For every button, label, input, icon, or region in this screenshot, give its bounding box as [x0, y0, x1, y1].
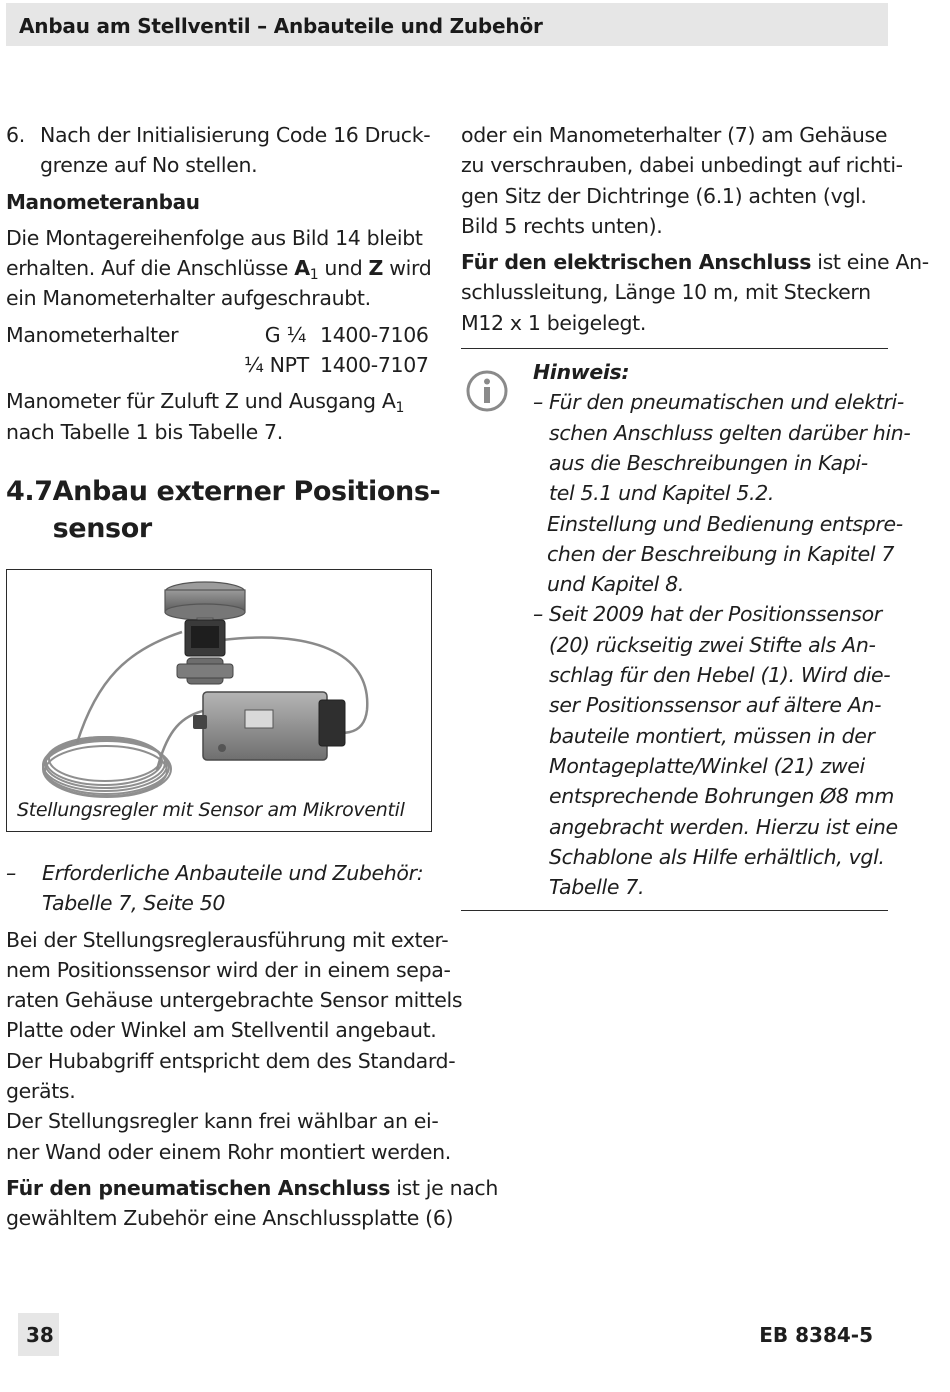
- parts-order-number: 1400-7107: [320, 353, 429, 378]
- step-6: [6, 120, 434, 181]
- text-line: Schablone als Hilfe erhältlich, vgl.: [549, 844, 885, 869]
- text-line: geräts.: [6, 1079, 76, 1104]
- text-line: (20) rückseitig zwei Stifte als An-: [549, 632, 876, 657]
- page-header: [6, 3, 888, 46]
- text-line: Für den elektrischen Anschluss ist eine An-: [461, 250, 929, 275]
- text-line: M12 x 1 beigelegt.: [461, 310, 647, 335]
- text-line: Tabelle 7, Seite 50: [42, 891, 226, 916]
- manometer-heading: Manometeranbau: [6, 189, 200, 214]
- text-line: Bei der Stellungsreglerausführung mit exter-: [6, 927, 449, 952]
- text-line: Manometer für Zuluft Z und Ausgang $A_1$: [6, 389, 405, 417]
- page-number: 38: [26, 1323, 54, 1347]
- step-line: grenze auf No stellen.: [40, 153, 258, 178]
- text-line: Tabelle 7.: [549, 875, 645, 900]
- text-line: Die Montagereihenfolge aus Bild 14 bleibt: [6, 225, 423, 250]
- text-line: tel 5.1 und Kapitel 5.2.: [549, 481, 775, 506]
- text-line: Für den pneumatischen und elektri-: [549, 390, 904, 415]
- section-heading: [6, 473, 441, 547]
- text-line: ser Positionssensor auf ältere An-: [549, 693, 882, 718]
- note-item: [533, 387, 911, 508]
- dash: –: [6, 860, 16, 885]
- parts-order-number: 1400-7106: [320, 322, 429, 347]
- text-line: und Kapitel 8.: [547, 572, 685, 597]
- text-line: erhalten. Auf die Anschlüsse $A_1$ und Z wird: [6, 256, 432, 284]
- required-parts-item: [6, 858, 434, 919]
- parts-name: [6, 350, 244, 380]
- text-line: gen Sitz der Dichtringe (6.1) achten (vgl.: [461, 183, 867, 208]
- paragraph-electric: [461, 247, 929, 338]
- text-line: Für den pneumatischen Anschluss ist je nach: [6, 1175, 498, 1200]
- text-line: Erforderliche Anbauteile und Zubehör:: [42, 860, 424, 885]
- text-line: nach Tabelle 1 bis Tabelle 7.: [6, 419, 283, 444]
- text-line: Der Hubabgriff entspricht dem des Standard-: [6, 1048, 456, 1073]
- right-column: [461, 120, 929, 911]
- text-line: chen der Beschreibung in Kapitel 7: [547, 541, 895, 566]
- parts-table: [6, 320, 434, 381]
- header-title: Anbau am Stellventil – Anbauteile und Zubehör: [19, 14, 543, 38]
- text-line: schlag für den Hebel (1). Wird die-: [549, 663, 891, 688]
- text-line: schlussleitung, Länge 10 m, mit Steckern: [461, 280, 871, 305]
- note-box: [461, 348, 911, 911]
- text-line: raten Gehäuse untergebrachte Sensor mittels: [6, 988, 463, 1013]
- paragraph-sensor-description: [6, 925, 463, 1167]
- step-line: Nach der Initialisierung Code 16 Druck-: [40, 123, 431, 147]
- positioner-photo: [7, 570, 430, 830]
- parts-row: [6, 350, 434, 380]
- parts-thread: G ¼: [264, 322, 306, 347]
- paragraph-pneumatic: [6, 1173, 498, 1234]
- text-line: Der Stellungsregler kann frei wählbar an ei-: [6, 1109, 439, 1134]
- section-number: 4.7: [6, 475, 53, 507]
- text-line: schen Anschluss gelten darüber hin-: [549, 420, 911, 445]
- text-line: entsprechende Bohrungen Ø8 mm: [549, 784, 895, 809]
- text-line: zu verschrauben, dabei unbedingt auf richti-: [461, 153, 903, 178]
- figure-caption: Stellungsregler mit Sensor am Mikroventil: [17, 798, 405, 821]
- text-line: ner Wand oder einem Rohr montiert werden.: [6, 1139, 451, 1164]
- text-line: Bild 5 rechts unten).: [461, 213, 663, 238]
- text-line: nem Positionssensor wird der in einem sepa-: [6, 957, 451, 982]
- text-line: Seit 2009 hat der Positionssensor: [549, 602, 882, 627]
- left-column: [6, 120, 498, 1240]
- text-line: Platte oder Winkel am Stellventil angebaut.: [6, 1018, 437, 1043]
- document-id: EB 8384-5: [759, 1323, 873, 1347]
- dash: –: [533, 602, 543, 627]
- note-sub-paragraph: [533, 509, 903, 600]
- figure-positioner-sensor: [6, 569, 432, 832]
- parts-thread: ¼ NPT: [244, 353, 309, 378]
- manometer-note: [6, 386, 434, 447]
- dash: –: [533, 390, 543, 415]
- step-number: 6.: [6, 123, 25, 147]
- parts-name: Manometerhalter: [6, 322, 179, 347]
- paragraph-continuation: [461, 120, 903, 241]
- parts-row: [6, 320, 434, 350]
- text-line: ein Manometerhalter aufgeschraubt.: [6, 286, 371, 311]
- text-line: oder ein Manometerhalter (7) am Gehäuse: [461, 123, 888, 147]
- manometer-intro: [6, 223, 434, 314]
- page-number-box: [18, 1313, 59, 1356]
- note-item: [533, 599, 898, 902]
- text-line: Montageplatte/Winkel (21) zwei: [549, 753, 865, 778]
- note-body: [533, 357, 911, 902]
- text-line: bauteile montiert, müssen in der: [549, 723, 875, 748]
- text-line: angebracht werden. Hierzu ist eine: [549, 814, 898, 839]
- section-title: Anbau externer Positions- sensor: [52, 475, 441, 544]
- note-title: Hinweis:: [533, 360, 630, 385]
- text-line: aus die Beschreibungen in Kapi-: [549, 450, 868, 475]
- text-line: gewähltem Zubehör eine Anschlussplatte (6): [6, 1206, 454, 1231]
- text-line: Einstellung und Bedienung entspre-: [547, 511, 903, 536]
- info-icon: [465, 369, 509, 413]
